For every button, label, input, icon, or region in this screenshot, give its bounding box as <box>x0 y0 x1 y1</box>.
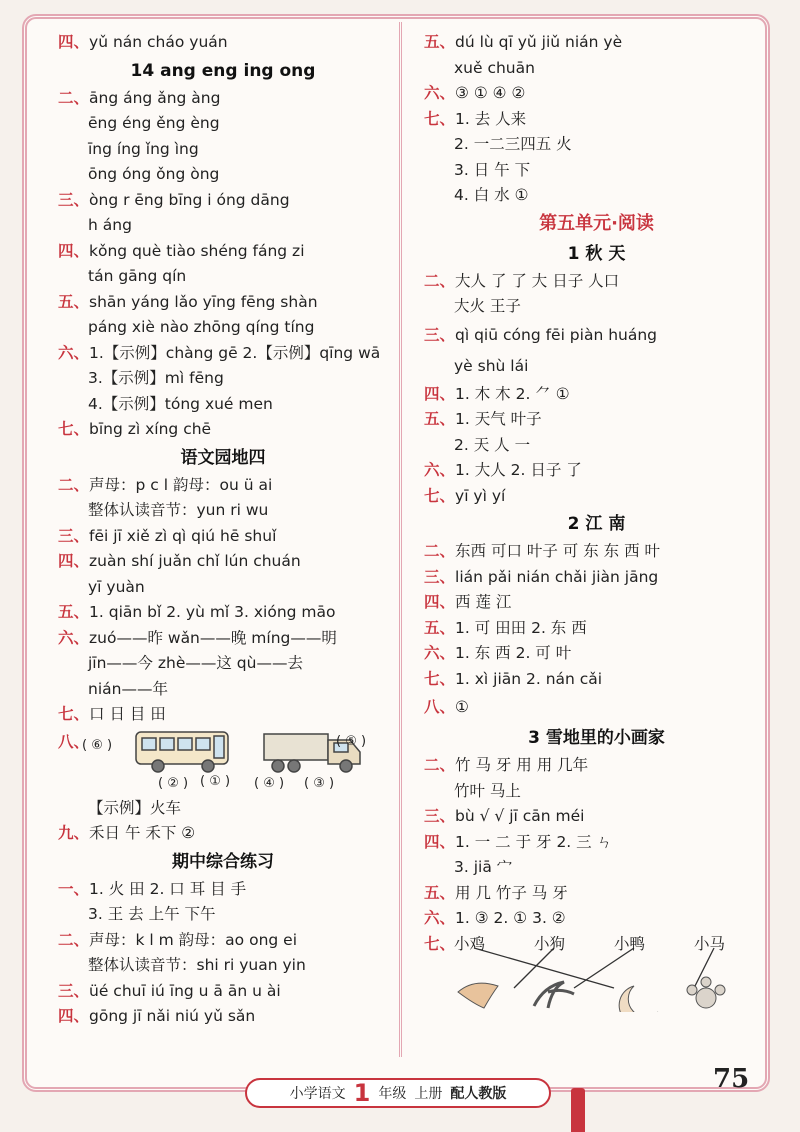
answer-line <box>424 590 769 616</box>
answer-line <box>58 137 388 163</box>
answer-text: 3. jiā 宀 <box>454 858 513 876</box>
section-title: 3 雪地里的小画家 <box>528 728 665 748</box>
answer-line <box>424 269 769 295</box>
answer-line <box>58 796 388 822</box>
answer-line <box>58 1004 388 1030</box>
bamboo-leaf-print-icon <box>534 982 574 1008</box>
animal-name: 小马 <box>694 934 726 953</box>
question-number: 六、 <box>424 84 456 102</box>
answer-text: üé chuī iú īng u ā ān u ài <box>89 981 281 1000</box>
crescent-print-icon <box>619 986 658 1012</box>
answer-line <box>424 320 769 351</box>
answer-text: páng xiè nào zhōng qíng tíng <box>88 318 315 336</box>
answer-line <box>58 30 388 56</box>
answer-text: òng r ēng bīng i óng dāng <box>89 190 290 209</box>
answer-text: bù √ √ jī cān méi <box>455 807 585 825</box>
answer-text: 1. 大人 2. 日子 了 <box>455 461 582 479</box>
question-number: 六、 <box>424 644 456 662</box>
answer-text: 1. 去 人来 <box>455 109 527 128</box>
question-number: 八、 <box>424 698 456 716</box>
answer-line <box>58 162 388 188</box>
answer-text: bīng zì xíng chē <box>89 420 212 438</box>
question-number: 六、 <box>58 628 90 647</box>
answer-text: āng áng ǎng àng <box>89 88 221 107</box>
section-title: 第五单元·阅读 <box>539 212 654 234</box>
animal-name: 小鸭 <box>614 934 646 953</box>
answer-line <box>424 81 769 107</box>
answer-text: 声母：k l m 韵母：ao ong ei <box>89 930 298 949</box>
page-number: 75 <box>713 1064 750 1094</box>
animal-name: 小鸡 <box>454 934 486 953</box>
answer-text: ōng óng ǒng òng <box>88 165 220 183</box>
answer-line <box>58 111 388 137</box>
answer-text: 2. 一二三四五 火 <box>454 135 572 153</box>
answer-line <box>424 132 769 158</box>
footer-subject: 小学语文 <box>289 1086 346 1102</box>
answer-line <box>58 702 388 728</box>
answer-text: 3. 王 去 上午 下午 <box>88 905 216 923</box>
answer-text: 禾日 午 禾下 ② <box>89 824 196 842</box>
answer-line <box>58 473 388 499</box>
answer-line <box>58 979 388 1005</box>
question-number: 二、 <box>424 756 456 774</box>
answer-line <box>424 641 769 667</box>
question-number: 二、 <box>58 930 90 949</box>
answer-line <box>424 458 769 484</box>
answer-line <box>424 294 769 320</box>
answer-line <box>58 575 388 601</box>
answer-text: fēi jī xiě zì qì qiú hē shuǐ <box>89 526 277 545</box>
section-title: 期中综合练习 <box>172 851 274 872</box>
question-number: 四、 <box>58 241 90 260</box>
answer-text: 整体认读音节：shi ri yuan yin <box>88 956 306 974</box>
answer-text: 【示例】火车 <box>88 798 182 817</box>
answer-text: 4. 白 水 ① <box>454 186 529 204</box>
question-number: 二、 <box>424 271 456 290</box>
question-number: 二、 <box>424 542 456 560</box>
question-number: 五、 <box>424 883 456 902</box>
question-number: 一、 <box>58 879 90 898</box>
animal-matching-row <box>424 932 769 1012</box>
footer-edition: 配人教版 <box>450 1086 507 1102</box>
answer-line <box>424 881 769 907</box>
vehicle-order-label: ( ① ) <box>200 773 231 789</box>
question-number: 四、 <box>58 33 90 51</box>
answer-text: yǔ nán cháo yuán <box>89 33 228 51</box>
answer-line <box>58 290 388 316</box>
question-number: 三、 <box>424 325 456 344</box>
answer-text: 大人 了 了 大 日子 人口 <box>455 271 620 290</box>
answer-text: zuàn shí juǎn chǐ lún chuán <box>89 552 301 570</box>
vehicle-order-label: ( ⑤ ) <box>336 733 367 749</box>
answer-line <box>424 667 769 693</box>
answer-text: 1. 可 田田 2. 东 西 <box>455 618 587 637</box>
answer-line <box>424 183 769 209</box>
answer-line <box>58 600 388 626</box>
answer-text: ēng éng ěng èng <box>88 114 220 132</box>
answer-text: dú lù qī yǔ jiǔ nián yè <box>455 33 623 51</box>
question-number: 三、 <box>58 190 90 209</box>
question-number: 二、 <box>58 88 90 107</box>
question-number: 三、 <box>424 807 456 825</box>
answer-line <box>424 30 769 56</box>
answer-text: 西 莲 江 <box>455 593 512 611</box>
question-number: 七、 <box>424 486 456 505</box>
answer-text: lián pǎi nián chǎi jiàn jāng <box>455 567 659 586</box>
question-number: 五、 <box>58 603 90 621</box>
answer-text: 2. 天 人 一 <box>454 435 531 454</box>
question-number: 八、 <box>58 732 90 751</box>
answer-line <box>58 877 388 903</box>
question-number: 四、 <box>424 384 456 403</box>
vehicle-order-label: ( ② ) <box>158 775 189 791</box>
question-number: 七、 <box>58 420 90 438</box>
question-number: 五、 <box>424 618 456 637</box>
answer-line <box>424 56 769 82</box>
maple-leaf-print-icon <box>458 983 498 1008</box>
question-number: 四、 <box>58 1007 90 1025</box>
answer-text: 整体认读音节：yun ri wu <box>88 501 269 519</box>
answer-line <box>424 407 769 433</box>
vehicle-matching-row <box>58 728 388 796</box>
answer-text: yè shù lái <box>454 356 529 375</box>
answer-text: 用 几 竹子 马 牙 <box>455 883 568 902</box>
answer-line <box>424 616 769 642</box>
answer-text: shān yáng lǎo yīng fēng shàn <box>89 292 318 311</box>
left-column <box>58 30 388 1030</box>
answer-text: qì qiū cóng fēi piàn huáng <box>455 325 658 344</box>
answer-text: zuó——昨 wǎn——晚 míng——明 <box>89 628 337 647</box>
question-number: 六、 <box>58 343 90 362</box>
animal-name: 小狗 <box>534 934 566 953</box>
answer-line <box>424 158 769 184</box>
answer-text: 1. 木 木 2. ⺈ ① <box>455 384 570 403</box>
answer-text: 4.【示例】tóng xué men <box>88 394 273 413</box>
answer-text: 1. 火 田 2. 口 耳 目 手 <box>89 879 247 898</box>
vehicle-order-label: ( ③ ) <box>304 775 335 791</box>
question-number: 四、 <box>424 832 456 851</box>
answer-line <box>424 382 769 408</box>
answer-line <box>424 351 769 382</box>
question-number: 五、 <box>424 33 456 51</box>
answer-text: 1. 东 西 2. 可 叶 <box>455 644 572 662</box>
answer-text: yī yuàn <box>88 577 145 596</box>
answer-line <box>58 392 388 418</box>
question-number: 六、 <box>424 909 456 927</box>
answer-text: kǒng què tiào shéng fáng zi <box>89 241 305 260</box>
question-number: 五、 <box>424 410 456 428</box>
answer-text: nián——年 <box>88 679 168 698</box>
answer-text: 3. 日 午 下 <box>454 160 531 179</box>
question-number: 四、 <box>58 552 90 570</box>
answer-text: tán gāng qín <box>88 267 187 285</box>
answer-line <box>58 341 388 367</box>
answer-text: 大火 王子 <box>454 297 521 315</box>
page-tab-marker <box>571 1088 585 1132</box>
answer-line <box>58 239 388 265</box>
answer-line <box>58 264 388 290</box>
answer-line <box>58 366 388 392</box>
question-number: 三、 <box>424 567 456 586</box>
question-number: 七、 <box>58 705 90 723</box>
footer-grade-number: 1 <box>353 1079 371 1107</box>
answer-line <box>424 855 769 881</box>
section-title: 14 ang eng ing ong <box>130 60 316 81</box>
column-divider <box>399 22 402 1057</box>
answer-text: 1. ③ 2. ① 3. ② <box>455 909 566 927</box>
answer-text: ③ ① ④ ② <box>455 84 526 102</box>
footer-banner <box>245 1078 551 1108</box>
answer-text: h áng <box>88 216 132 234</box>
answer-text: 竹叶 马上 <box>454 781 521 800</box>
question-number: 三、 <box>58 981 90 1000</box>
answer-text: jīn——今 zhè——这 qù——去 <box>88 654 303 672</box>
answer-line <box>424 565 769 591</box>
answer-line <box>424 830 769 856</box>
answer-line <box>58 821 388 847</box>
right-column <box>424 30 769 1012</box>
answer-line <box>424 779 769 805</box>
answer-line <box>58 498 388 524</box>
answer-line <box>58 626 388 652</box>
vehicle-order-label: ( ④ ) <box>254 775 285 791</box>
answer-line <box>58 928 388 954</box>
answer-line <box>58 677 388 703</box>
answer-line <box>58 188 388 214</box>
question-number: 七、 <box>424 934 456 953</box>
question-number: 五、 <box>58 292 90 311</box>
answer-text: 1.【示例】chàng gē 2.【示例】qīng wā <box>89 343 381 362</box>
answer-text: 口 日 目 田 <box>89 705 166 723</box>
answer-line <box>424 804 769 830</box>
answer-text: 1. xì jiān 2. nán cǎi <box>455 669 603 688</box>
question-number: 七、 <box>424 669 456 688</box>
answer-text: 东西 可口 叶子 可 东 东 西 叶 <box>455 542 661 560</box>
question-number: 九、 <box>58 824 90 842</box>
plum-blossom-print-icon <box>687 977 725 1008</box>
answer-line <box>58 902 388 928</box>
section-title: 2 江 南 <box>567 514 626 534</box>
answer-line <box>424 433 769 459</box>
answer-line <box>424 906 769 932</box>
question-number: 三、 <box>58 526 90 545</box>
answer-line <box>58 524 388 550</box>
question-number: 七、 <box>424 109 456 128</box>
answer-text: 1. qiān bǐ 2. yù mǐ 3. xióng māo <box>89 603 336 621</box>
answer-line <box>424 484 769 510</box>
matching-lines <box>474 948 714 988</box>
answer-line <box>58 549 388 575</box>
answer-line <box>424 107 769 133</box>
answer-text: xuě chuān <box>454 58 535 77</box>
question-number: 六、 <box>424 461 456 479</box>
question-number: 二、 <box>58 475 90 494</box>
footer-grade: 年级 <box>378 1086 407 1102</box>
answer-line <box>424 753 769 779</box>
answer-text: ① <box>455 698 469 716</box>
question-number: 四、 <box>424 593 456 611</box>
section-title: 语文园地四 <box>180 447 266 468</box>
footer-term: 上册 <box>414 1086 443 1102</box>
answer-text: gōng jī nǎi niú yǔ sǎn <box>89 1007 256 1025</box>
answer-text: īng íng ǐng ìng <box>88 139 199 158</box>
answer-line <box>424 539 769 565</box>
answer-line <box>58 86 388 112</box>
answer-line <box>58 417 388 443</box>
answer-text: 竹 马 牙 用 用 几年 <box>455 756 589 774</box>
answer-line <box>58 213 388 239</box>
vehicle-order-label: ( ⑥ ) <box>82 737 113 753</box>
answer-text: 1. 天气 叶子 <box>455 410 542 428</box>
answer-line <box>58 315 388 341</box>
section-title: 1 秋 天 <box>567 243 626 264</box>
answer-text: 声母：p c l 韵母：ou ü ai <box>89 475 273 494</box>
answer-text: yī yì yí <box>455 486 506 505</box>
answer-line <box>58 651 388 677</box>
bus-icon <box>136 732 228 772</box>
answer-text: 3.【示例】mì fēng <box>88 369 224 387</box>
answer-line <box>58 953 388 979</box>
answer-line <box>424 692 769 723</box>
answer-text: 1. 一 二 于 牙 2. 三 ㄣ <box>455 832 613 851</box>
